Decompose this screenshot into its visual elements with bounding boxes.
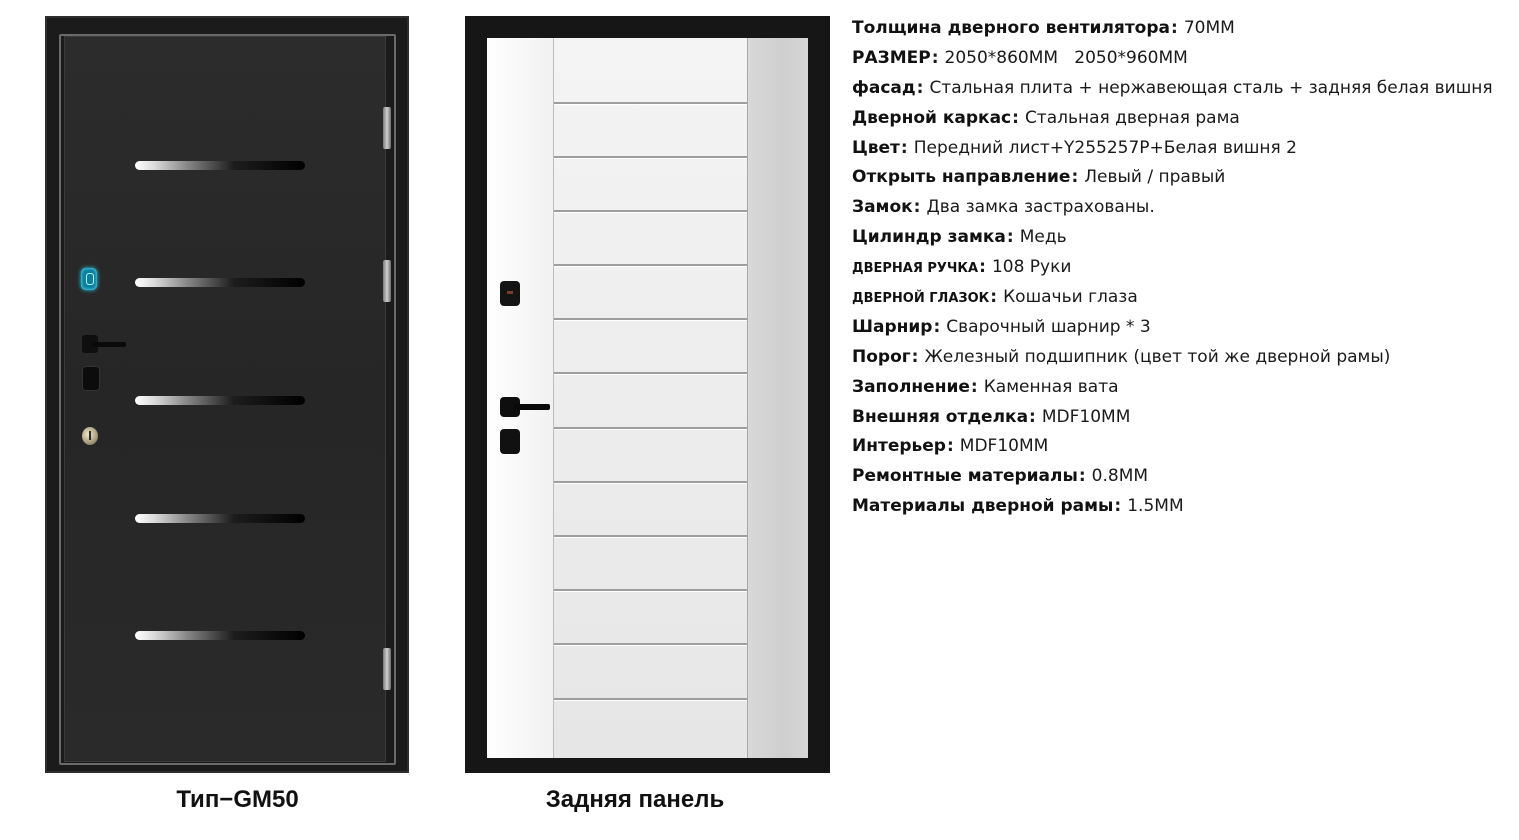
spec-row-peephole: ДВЕРНОЙ ГЛАЗОК: Кошачьи глаза [852, 287, 1138, 308]
spec-row-facade: фасад: Стальная плита + нержавеющая сталь + задняя белая вишня [852, 77, 1493, 98]
panel-groove [554, 210, 747, 212]
spec-row-direction: Открыть направление: Левый / правый [852, 167, 1226, 188]
back-panel-right-strip [747, 38, 808, 758]
spec-row-interior: Интерьер: MDF10MM [852, 436, 1049, 457]
panel-groove [554, 589, 747, 591]
spec-row-color: Цвет: Передний лист+Y255257P+Белая вишня 2 [852, 137, 1297, 158]
decor-stripe [135, 278, 305, 287]
spec-value: Стальная дверная рама [1024, 107, 1240, 128]
spec-label: РАЗМЕР [852, 47, 931, 68]
spec-value: Левый / правый [1084, 167, 1226, 188]
panel-groove [554, 102, 747, 104]
door-hinge-bottom [383, 648, 391, 690]
spec-row-thickness: Толщина дверного вентилятора: 70MM [852, 18, 1235, 38]
back-door-handle [500, 397, 520, 417]
back-handle-lever [514, 404, 550, 410]
front-door-caption: Тип−GM50 [176, 786, 299, 813]
panel-groove [554, 156, 747, 158]
fingerprint-reader-icon [81, 268, 97, 290]
spec-label: ДВЕРНАЯ РУЧКА [852, 261, 979, 277]
spec-value: MDF10MM [959, 436, 1049, 457]
panel-groove [554, 643, 747, 645]
panel-groove [554, 264, 747, 266]
spec-row-handle: ДВЕРНАЯ РУЧКА: 108 Руки [852, 257, 1072, 278]
spec-value: Железный подшипник (цвет той же дверной рамы) [924, 346, 1391, 367]
spec-value: MDF10MM [1041, 406, 1131, 427]
spec-value: 0.8MM [1091, 466, 1149, 487]
spec-label: Цвет [852, 137, 900, 158]
spec-label: Заполнение [852, 376, 970, 397]
spec-row-exterior: Внешняя отделка: MDF10MM [852, 406, 1131, 427]
front-door-handle [82, 335, 98, 353]
spec-label: фасад [852, 77, 916, 98]
back-door-leaf [487, 38, 808, 758]
spec-value: Сварочный шарнир * 3 [946, 316, 1151, 337]
door-hinge-top [383, 107, 391, 149]
decor-stripe [135, 161, 305, 170]
spec-row-hinge: Шарнир: Сварочный шарнир * 3 [852, 316, 1151, 337]
spec-label: Порог [852, 346, 911, 367]
spec-row-size: РАЗМЕР: 2050*860MM 2050*960MM [852, 47, 1188, 68]
spec-label: Дверной каркас [852, 107, 1012, 128]
panel-groove [554, 318, 747, 320]
back-panel-left-strip [487, 38, 554, 758]
spec-label: Ремонтные материалы [852, 466, 1078, 487]
back-panel-center [554, 38, 747, 758]
spec-value: Каменная вата [983, 376, 1119, 397]
decor-stripe [135, 396, 305, 405]
spec-label: Внешняя отделка [852, 406, 1029, 427]
front-smart-lock [82, 366, 100, 391]
decor-stripe [135, 514, 305, 523]
spec-row-lock: Замок: Два замка застрахованы. [852, 197, 1155, 218]
door-hinge-middle [383, 260, 391, 302]
spec-label: ДВЕРНОЙ ГЛАЗОК [852, 291, 990, 307]
panel-groove [554, 481, 747, 483]
panel-groove [554, 372, 747, 374]
spec-row-threshold: Порог: Железный подшипник (цвет той же дверной рамы) [852, 346, 1391, 367]
spec-row-filling: Заполнение: Каменная вата [852, 376, 1119, 397]
back-smart-lock-top [500, 281, 520, 306]
spec-list [852, 14, 1512, 522]
spec-value: Стальная плита + нержавеющая сталь + задняя белая вишня [929, 77, 1493, 98]
back-panel-caption: Задняя панель [545, 786, 725, 813]
spec-value: Передний лист+Y255257P+Белая вишня 2 [913, 137, 1297, 158]
spec-row-repair-materials: Ремонтные материалы: 0.8MM [852, 466, 1149, 487]
spec-label: Материалы дверной рамы [852, 496, 1114, 517]
decor-stripe [135, 631, 305, 640]
spec-value: 70MM [1183, 18, 1235, 38]
spec-label: Цилиндр замка [852, 227, 1006, 248]
lock-cylinder-icon [82, 427, 98, 445]
spec-value: 108 Руки [991, 257, 1072, 278]
spec-value: Два замка застрахованы. [926, 197, 1155, 218]
spec-row-cylinder: Цилиндр замка: Медь [852, 227, 1067, 248]
spec-value: Медь [1019, 227, 1067, 248]
back-smart-lock-bottom [500, 429, 520, 454]
spec-value: 1.5MM [1127, 496, 1184, 517]
spec-row-frame: Дверной каркас: Стальная дверная рама [852, 107, 1240, 128]
spec-value: 2050*860MM 2050*960MM [944, 47, 1188, 68]
spec-label: Толщина дверного вентилятора [852, 18, 1170, 38]
spec-label: Шарнир [852, 316, 933, 337]
spec-label: Интерьер [852, 436, 946, 457]
spec-label: Замок [852, 197, 913, 218]
spec-label: Открыть направление [852, 167, 1071, 188]
spec-row-frame-materials: Материалы дверной рамы: 1.5MM [852, 496, 1184, 517]
panel-groove [554, 535, 747, 537]
panel-groove [554, 427, 747, 429]
spec-value: Кошачьи глаза [1003, 287, 1138, 308]
front-handle-lever [92, 342, 126, 347]
panel-groove [554, 698, 747, 700]
